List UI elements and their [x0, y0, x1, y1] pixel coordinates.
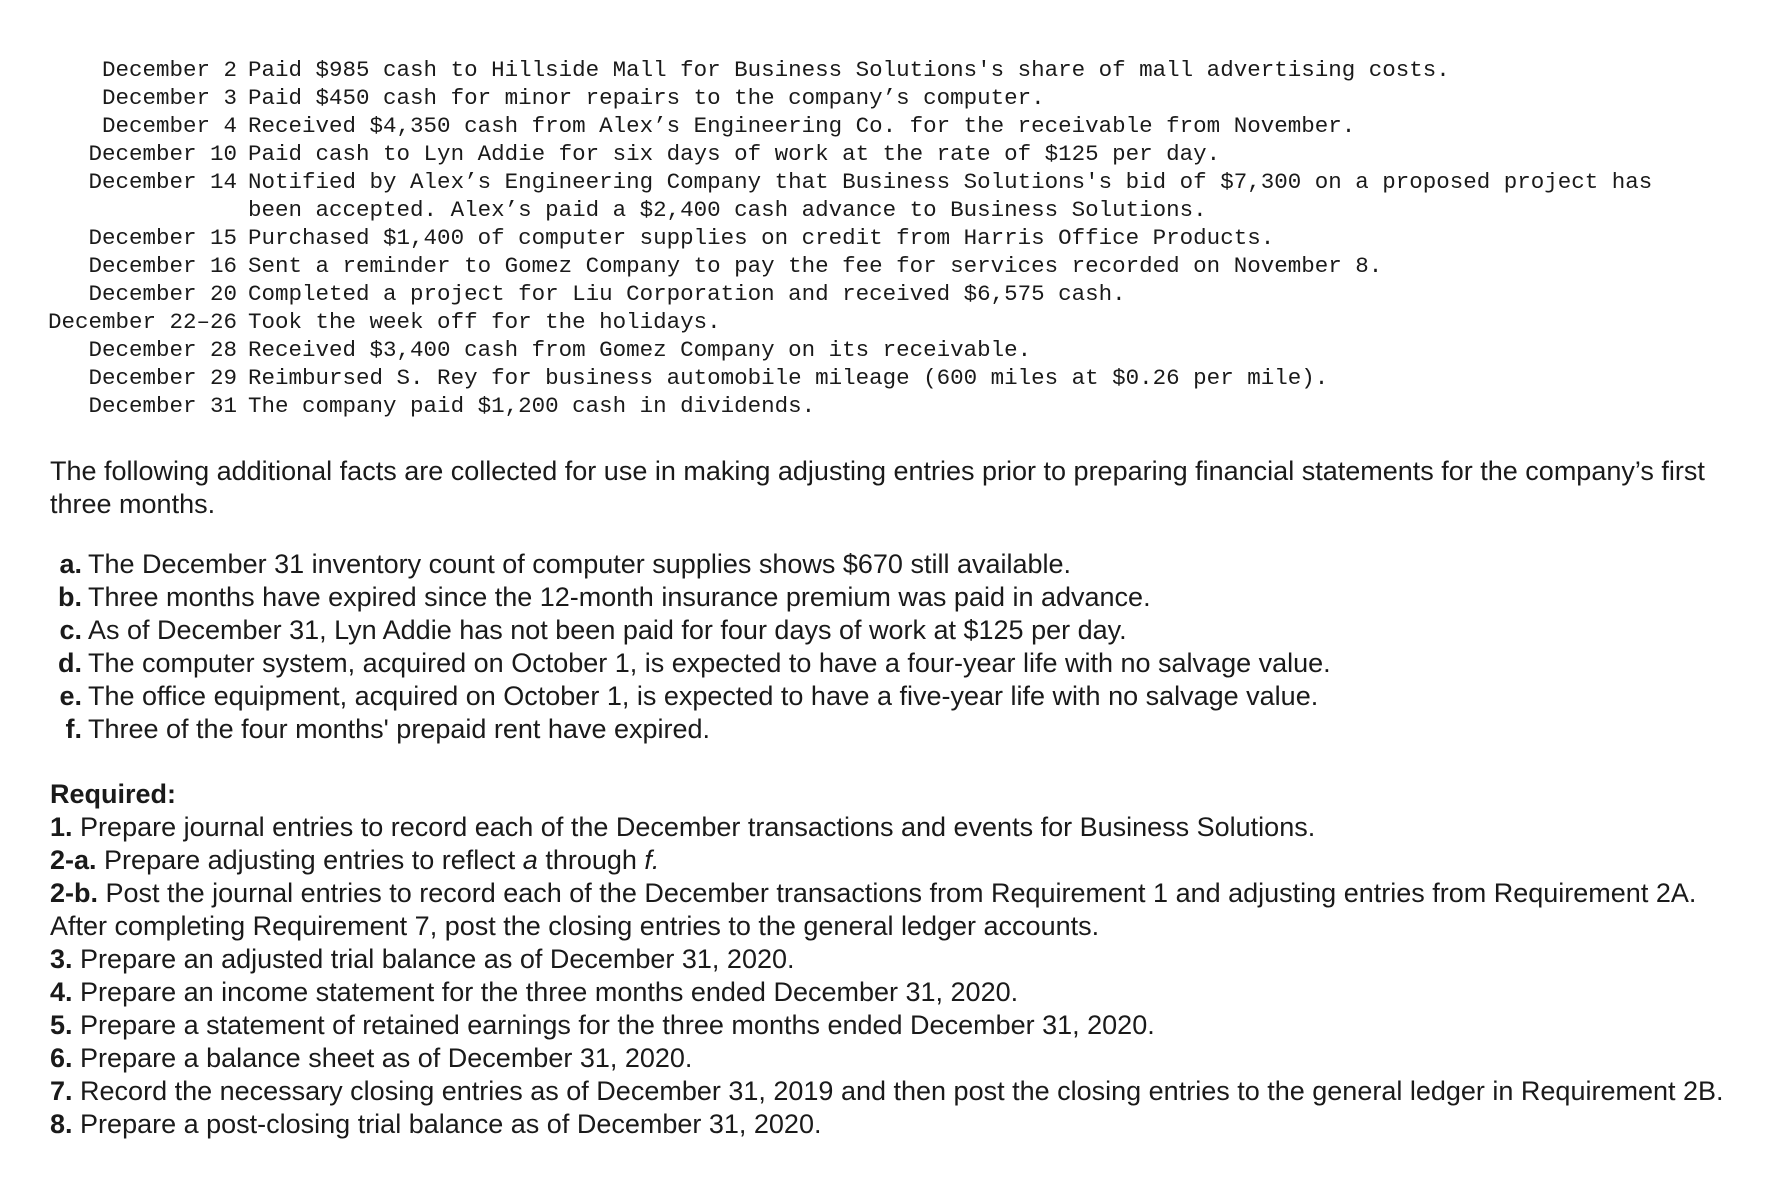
requirement-text: Prepare a statement of retained earnings for the three months ended December 31, 2020.	[80, 1010, 1155, 1040]
requirement-number: 3.	[50, 944, 73, 974]
transaction-row	[48, 140, 1652, 168]
requirement-number: 7.	[50, 1076, 73, 1106]
transaction-row-continuation	[48, 196, 1652, 224]
requirement-number: 2-b.	[50, 878, 99, 908]
fact-label: a.	[59, 549, 82, 579]
transaction-row	[48, 168, 1652, 196]
requirement-item	[50, 1042, 1750, 1075]
fact-label: c.	[59, 615, 82, 645]
transaction-text: Received $3,400 cash from Gomez Company on its receivable.	[248, 337, 1032, 363]
requirement-number: 5.	[50, 1010, 73, 1040]
requirement-item	[50, 1075, 1750, 1108]
requirement-text: Prepare journal entries to record each of the December transactions and events for Business Solutions.	[80, 812, 1316, 842]
transaction-text: Paid cash to Lyn Addie for six days of work at the rate of $125 per day.	[248, 141, 1221, 167]
fact-text: The computer system, acquired on October 1, is expected to have a four-year life with no salvage value.	[88, 648, 1331, 678]
requirement-number: 8.	[50, 1109, 73, 1139]
transaction-date: December 10	[88, 141, 238, 167]
transaction-text: Took the week off for the holidays.	[248, 309, 721, 335]
fact-label: e.	[59, 681, 82, 711]
fact-text: The December 31 inventory count of computer supplies shows $670 still available.	[88, 549, 1072, 579]
transaction-row	[48, 56, 1652, 84]
fact-label: b.	[58, 582, 82, 612]
requirement-text: Prepare an adjusted trial balance as of December 31, 2020.	[80, 944, 795, 974]
requirement-text: Record the necessary closing entries as of December 31, 2019 and then post the closing entries to the general ledger in Requirement 2B.	[80, 1076, 1724, 1106]
requirement-number: 4.	[50, 977, 73, 1007]
transaction-date: December 20	[88, 281, 238, 307]
requirement-number: 1.	[50, 812, 73, 842]
transaction-date: December 15	[88, 225, 238, 251]
fact-item	[50, 713, 1331, 746]
fact-text: As of December 31, Lyn Addie has not been paid for four days of work at $125 per day.	[88, 615, 1127, 645]
transactions-table	[48, 56, 1652, 420]
transaction-date: December 4	[102, 113, 238, 139]
requirement-item	[50, 844, 1750, 877]
requirement-emphasis: f.	[644, 845, 660, 875]
transaction-date: December 3	[102, 85, 238, 111]
requirement-number: 6.	[50, 1043, 73, 1073]
fact-text: Three of the four months' prepaid rent have expired.	[88, 714, 711, 744]
transaction-text: Reimbursed S. Rey for business automobile mileage (600 miles at $0.26 per mile).	[248, 365, 1329, 391]
transaction-row	[48, 252, 1652, 280]
required-heading: Required:	[50, 779, 177, 809]
transaction-text: Notified by Alex’s Engineering Company that Business Solutions's bid of $7,300 on a proposed project has	[248, 169, 1653, 195]
transaction-date: December 16	[88, 253, 238, 279]
fact-item	[50, 581, 1331, 614]
transaction-text: Purchased $1,400 of computer supplies on credit from Harris Office Products.	[248, 225, 1275, 251]
requirement-item	[50, 1108, 1750, 1141]
transaction-row	[48, 280, 1652, 308]
transaction-date: December 28	[88, 337, 238, 363]
fact-label: f.	[65, 714, 82, 744]
transaction-text: Completed a project for Liu Corporation and received $6,575 cash.	[248, 281, 1126, 307]
fact-item	[50, 680, 1331, 713]
transaction-row	[48, 392, 1652, 420]
transaction-row	[48, 364, 1652, 392]
requirement-item	[50, 811, 1750, 844]
requirement-number: 2-a.	[50, 845, 97, 875]
transaction-row	[48, 84, 1652, 112]
transaction-date: December 2	[102, 57, 238, 83]
requirement-item	[50, 877, 1750, 943]
transaction-row	[48, 336, 1652, 364]
requirement-item	[50, 1009, 1750, 1042]
requirement-item	[50, 943, 1750, 976]
transaction-date: December 29	[88, 365, 238, 391]
required-section	[50, 778, 1750, 1141]
fact-item	[50, 647, 1331, 680]
required-list	[50, 811, 1750, 1141]
fact-label: d.	[58, 648, 82, 678]
fact-text: The office equipment, acquired on October 1, is expected to have a five-year life with no salvage value.	[88, 681, 1319, 711]
transaction-date: December 31	[88, 393, 238, 419]
transaction-text: Paid $985 cash to Hillside Mall for Business Solutions's share of mall advertising costs.	[248, 57, 1450, 83]
requirement-text: Post the journal entries to record each of the December transactions from Requirement 1 and adjusting entries from Requirement 2A. After completing Requirement 7, post the closing entries to the general ledger accounts.	[50, 878, 1697, 941]
transaction-text: Sent a reminder to Gomez Company to pay the fee for services recorded on November 8.	[248, 253, 1383, 279]
requirement-text: through	[537, 845, 645, 875]
adjusting-facts-intro: The following additional facts are collected for use in making adjusting entries prior to preparing financial statements for the company’s first three months.	[50, 456, 1705, 519]
transaction-row	[48, 224, 1652, 252]
fact-text: Three months have expired since the 12-month insurance premium was paid in advance.	[88, 582, 1151, 612]
transaction-text: Received $4,350 cash from Alex’s Engineering Co. for the receivable from November.	[248, 113, 1356, 139]
requirement-item	[50, 976, 1750, 1009]
transaction-date: December 14	[88, 169, 238, 195]
transaction-row	[48, 308, 1652, 336]
transaction-text-continuation: been accepted. Alex’s paid a $2,400 cash advance to Business Solutions.	[248, 197, 1207, 223]
transaction-row	[48, 112, 1652, 140]
requirement-text: Prepare a balance sheet as of December 31, 2020.	[80, 1043, 693, 1073]
requirement-text: Prepare adjusting entries to reflect	[104, 845, 523, 875]
transaction-text: The company paid $1,200 cash in dividends.	[248, 393, 816, 419]
requirement-emphasis: a	[522, 845, 538, 875]
fact-item	[50, 548, 1331, 581]
transaction-date: December 22–26	[48, 309, 238, 335]
requirement-text: Prepare an income statement for the three months ended December 31, 2020.	[80, 977, 1019, 1007]
requirement-text: Prepare a post-closing trial balance as of December 31, 2020.	[80, 1109, 822, 1139]
fact-item	[50, 614, 1331, 647]
transaction-text: Paid $450 cash for minor repairs to the company’s computer.	[248, 85, 1045, 111]
adjusting-facts-list	[50, 548, 1331, 746]
